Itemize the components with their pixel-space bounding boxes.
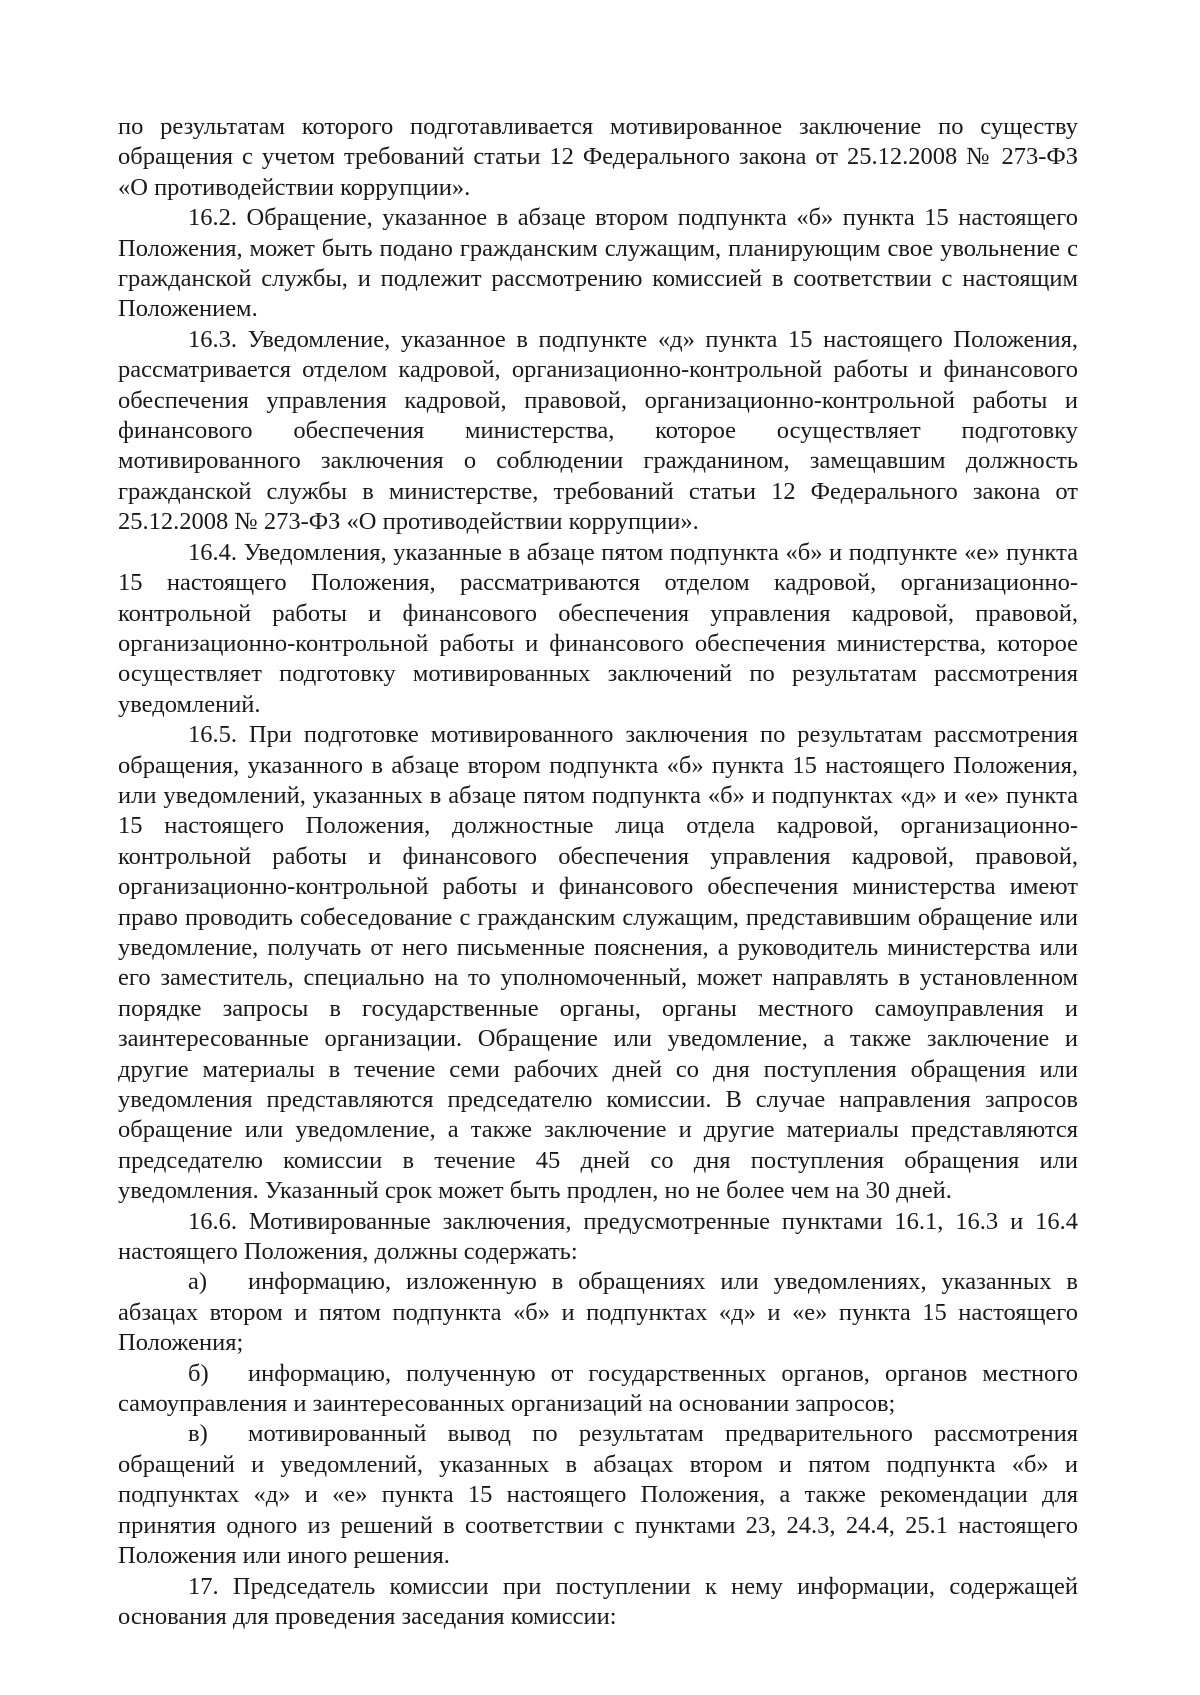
paragraph-16-3: 16.3. Уведомление, указанное в подпункте «д» пункта 15 настоящего Положения, рассматривается отделом кадровой, организационно-контрольной работы и финансового обеспечения управления кадровой, правовой, организационно-контрольной работы и финансового обеспечения министерства, которое осуществляет подготовку мотивированного заключения о соблюдении гражданином, замещавшим должность гражданской службы в министерстве, требований статьи 12 Федерального закона от 25.12.2008 № 273-ФЗ «О противодействии коррупции». [118,325,1078,536]
subitem-v-marker: в) [188,1420,208,1448]
paragraph-17: 17. Председатель комиссии при поступлении к нему информации, содержащей основания для проведения заседания комиссии: [118,1572,1078,1630]
subitem-a-text: информацию, изложенную в обращениях или уведомлениях, указанных в абзацах втором и пятом подпункта «б» и подпунктах «д» и «е» пункта 15 настоящего Положения; [118,1268,1078,1357]
document-page [118,112,1078,1632]
paragraph-16-5: 16.5. При подготовке мотивированного заключения по результатам рассмотрения обращения, указанного в абзаце втором подпункта «б» пункта 15 настоящего Положения, или уведомлений, указанных в абзаце пятом подпункта «б» и подпунктах «д» и «е» пункта 15 настоящего Положения, должностные лица отдела кадровой, организационно-контрольной работы и финансового обеспечения управления кадровой, правовой, организационно-контрольной работы и финансового обеспечения министерства имеют право проводить собеседование с гражданским служащим, представившим обращение или уведомление, получать от него письменные пояснения, а руководитель министерства или его заместитель, специально на то уполномоченный, может направлять в установленном порядке запросы в государственные органы, органы местного самоуправления и заинтересованные организации. Обращение или уведомление, а также заключение и другие материалы в течение семи рабочих дней со дня поступления обращения или уведомления представляются председателю комиссии. В случае направления запросов обращение или уведомление, а также заключение и другие материалы представляются председателю комиссии в течение 45 дней со дня поступления обращения или уведомления. Указанный срок может быть продлен, но не более чем на 30 дней. [118,721,1078,1205]
subitem-b-text: информацию, полученную от государственных органов, органов местного самоуправления и заинтересованных организаций на основании запросов; [118,1359,1078,1418]
subitem-a [118,1267,1078,1358]
paragraph-16-6: 16.6. Мотивированные заключения, предусмотренные пунктами 16.1, 16.3 и 16.4 настоящего Положения, должны содержать: [118,1207,1078,1266]
subitem-b [118,1359,1078,1420]
subitem-v-text: мотивированный вывод по результатам предварительного рассмотрения обращений и уведомлений, указанных в абзацах втором и пятом подпункта «б» и подпунктах «д» и «е» пункта 15 настоящего Положения, а также рекомендации для принятия одного из решений в соответствии с пунктами 23, 24.3, 24.4, 25.1 настоящего Положения или иного решения. [118,1420,1078,1570]
subitem-a-marker: а) [188,1268,208,1296]
subitem-v [118,1419,1078,1571]
subitem-b-marker: б) [188,1359,209,1387]
paragraph-16-2: 16.2. Обращение, указанное в абзаце втором подпункта «б» пункта 15 настоящего Положения, может быть подано гражданским служащим, планирующим свое увольнение с гражданской службы, и подлежит рассмотрению комиссией в соответствии с настоящим Положением. [118,204,1078,323]
paragraph-continuation: по результатам которого подготавливается мотивированное заключение по существу обращения с учетом требований статьи 12 Федерального закона от 25.12.2008 № 273-ФЗ «О противодействии коррупции». [118,113,1078,201]
paragraph-16-4: 16.4. Уведомления, указанные в абзаце пятом подпункта «б» и подпункте «е» пункта 15 настоящего Положения, рассматриваются отделом кадровой, организационно-контрольной работы и финансового обеспечения управления кадровой, правовой, организационно-контрольной работы и финансового обеспечения министерства, которое осуществляет подготовку мотивированных заключений по результатам рассмотрения уведомлений. [118,538,1078,718]
